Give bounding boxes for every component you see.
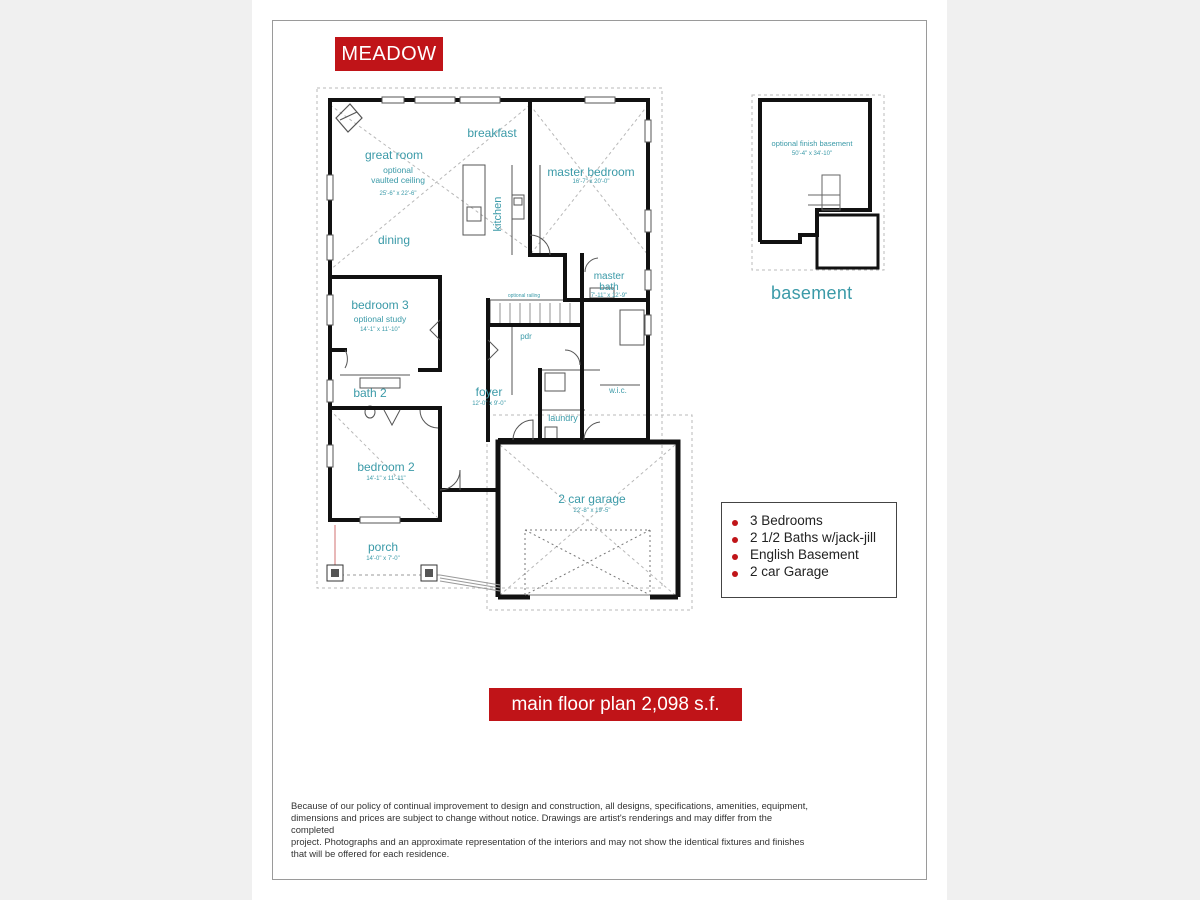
label-porch: porch: [367, 540, 399, 554]
legend-item: [732, 546, 896, 563]
label-bedroom-2-dim: 14'-1" x 11'-11": [366, 476, 406, 482]
plan-name-badge: MEADOW: [335, 37, 443, 71]
label-bedroom-3: bedroom 3: [351, 298, 409, 312]
label-kitchen: kitchen: [492, 196, 504, 232]
label-great-room: great room: [364, 148, 424, 162]
label-foyer: foyer: [475, 385, 503, 399]
label-pdr: pdr: [520, 332, 532, 341]
label-breakfast: breakfast: [467, 126, 517, 140]
legend-item: [732, 512, 896, 529]
disclaimer-line: that will be offered for each residence.: [291, 848, 450, 859]
disclaimer-text: [291, 800, 891, 860]
label-master-bath-1: master: [593, 271, 625, 282]
basement-plan: [752, 95, 884, 270]
legend-item-label: English Basement: [750, 547, 859, 562]
label-bedroom-3-note: optional study: [353, 314, 407, 324]
label-garage: 2 car garage: [558, 492, 626, 506]
bullet-icon: [732, 554, 738, 560]
stairs: [500, 303, 570, 323]
label-great-room-note-1: optional: [383, 165, 413, 175]
label-laundry: laundry: [548, 413, 578, 423]
disclaimer-line: dimensions and prices are subject to change without notice. Drawings are artist's renderings and may differ from the: [291, 812, 773, 823]
label-bedroom-3-dim: 14'-1" x 11'-10": [360, 327, 400, 333]
porch: [335, 525, 500, 591]
label-bath-2: bath 2: [353, 386, 387, 400]
door-swings: [345, 235, 600, 490]
garage-door: [525, 530, 650, 595]
label-porch-dim: 14'-0" x 7'-0": [366, 556, 400, 562]
label-foyer-dim: 12'-0" x 9'-0": [472, 401, 506, 407]
label-master-bath-2: bath: [599, 282, 619, 293]
disclaimer-line: Because of our policy of continual improvement to design and construction, all designs, specifications, amenities, equipment,: [291, 800, 808, 811]
legend-item: [732, 529, 896, 546]
label-dining: dining: [377, 233, 411, 247]
label-master-bedroom-dim: 16'-7" x 20'-0": [572, 179, 610, 185]
label-wic: w.i.c.: [609, 386, 627, 395]
label-great-room-dim: 25'-6" x 22'-6": [379, 191, 417, 197]
bullet-icon: [732, 520, 738, 526]
label-optional-railing: optional railing: [507, 293, 541, 299]
label-basement-dim: 50'-4" x 34'-10": [791, 151, 833, 157]
features-legend: [721, 502, 897, 598]
basement-title: basement: [771, 283, 853, 303]
label-master-bath-dim: 7'-11" x 12'-9": [590, 293, 628, 299]
legend-item: [732, 563, 896, 580]
porch-columns: [327, 565, 437, 581]
label-great-room-note-2: vaulted ceiling: [371, 175, 425, 185]
plan-title-badge: main floor plan 2,098 s.f.: [489, 688, 742, 721]
legend-item-label: 2 car Garage: [750, 564, 829, 579]
fireplace-icon: [336, 104, 362, 132]
bullet-icon: [732, 537, 738, 543]
bullet-icon: [732, 571, 738, 577]
dashed-guides: [317, 88, 692, 610]
label-bedroom-2: bedroom 2: [357, 460, 415, 474]
legend-item-label: 2 1/2 Baths w/jack-jill: [750, 530, 877, 545]
disclaimer-line: completed: [291, 824, 335, 835]
disclaimer-line: project. Photographs and an approximate representation of the interiors and may not show the identical fixtures and finishes: [291, 836, 805, 847]
legend-item-label: 3 Bedrooms: [750, 513, 823, 528]
label-master-bedroom: master bedroom: [547, 165, 635, 179]
label-basement-note: optional finish basement: [771, 139, 853, 148]
label-garage-dim: 22'-8" x 19'-5": [573, 508, 611, 514]
